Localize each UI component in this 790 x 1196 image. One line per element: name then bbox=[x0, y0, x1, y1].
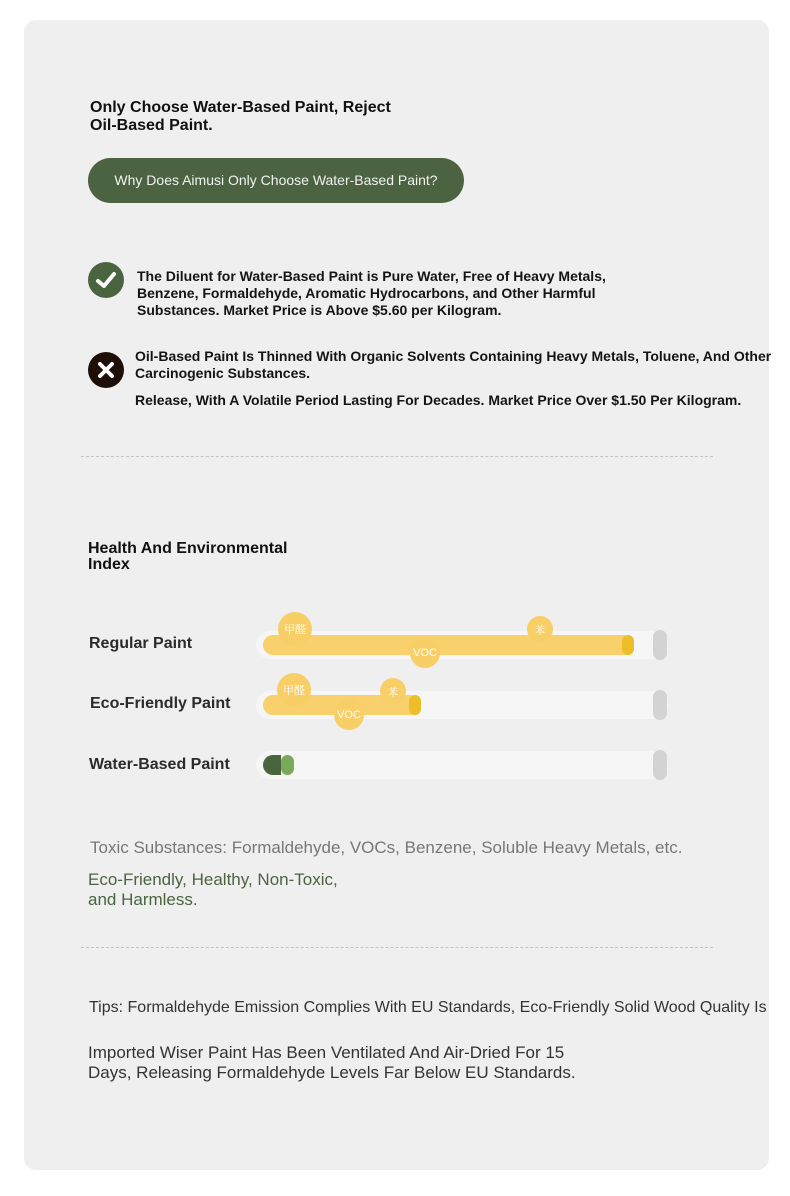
water-based-paint-level-bar bbox=[263, 755, 281, 775]
water-based-paint-level-cap bbox=[281, 755, 294, 775]
why-water-based-button[interactable]: Why Does Aimusi Only Choose Water-Based Paint? bbox=[88, 158, 464, 203]
water-based-paint-track-end bbox=[653, 750, 667, 780]
imported-paint-note: Imported Wiser Paint Has Been Ventilated And Air-Dried For 15 Days, Releasing Formaldehyde Levels Far Below EU Standards. bbox=[88, 1043, 576, 1082]
row-label-regular-paint: Regular Paint bbox=[89, 635, 193, 652]
regular-paint-level-cap bbox=[622, 635, 634, 655]
formaldehyde-badge: 甲醛 bbox=[277, 673, 311, 707]
index-title: Health And Environmental Index bbox=[88, 540, 288, 573]
divider bbox=[81, 947, 713, 948]
benzene-badge: 苯 bbox=[527, 616, 553, 642]
checkmark-icon bbox=[88, 262, 124, 298]
row-label-eco-friendly-paint: Eco-Friendly Paint bbox=[90, 695, 231, 712]
toxic-substances-note: Toxic Substances: Formaldehyde, VOCs, Benzene, Soluble Heavy Metals, etc. bbox=[90, 838, 683, 857]
eco-friendly-paint-level-cap bbox=[409, 695, 421, 715]
eco-note: Eco-Friendly, Healthy, Non-Toxic, and Harmless. bbox=[88, 870, 338, 909]
page-title: Only Choose Water-Based Paint, Reject Oil-Based Paint. bbox=[90, 99, 391, 134]
regular-paint-track-end bbox=[653, 630, 667, 660]
cross-icon bbox=[88, 352, 124, 388]
oil-based-volatility: Release, With A Volatile Period Lasting For Decades. Market Price Over $1.50 Per Kilogram. bbox=[135, 392, 742, 408]
voc-badge: VOC bbox=[410, 638, 440, 668]
water-based-description: The Diluent for Water-Based Paint is Pure Water, Free of Heavy Metals, Benzene, Formaldehyde, Aromatic Hydrocarbons, and Other Harmful Substances. Market Price is Above $5.60 per Kilogram. bbox=[137, 268, 606, 318]
regular-paint-level-bar bbox=[263, 635, 634, 655]
divider bbox=[81, 456, 713, 457]
oil-based-description: Oil-Based Paint Is Thinned With Organic Solvents Containing Heavy Metals, Toluene, And Other Carcinogenic Substances. bbox=[135, 348, 772, 381]
tips-text: Tips: Formaldehyde Emission Complies With EU Standards, Eco-Friendly Solid Wood Quality Is bbox=[89, 999, 767, 1016]
benzene-badge: 苯 bbox=[380, 678, 406, 704]
water-based-paint-track bbox=[256, 751, 668, 779]
eco-friendly-paint-track-end bbox=[653, 690, 667, 720]
row-label-water-based-paint: Water-Based Paint bbox=[89, 756, 230, 773]
voc-badge: VOC bbox=[334, 700, 364, 730]
formaldehyde-badge: 甲醛 bbox=[278, 612, 312, 646]
